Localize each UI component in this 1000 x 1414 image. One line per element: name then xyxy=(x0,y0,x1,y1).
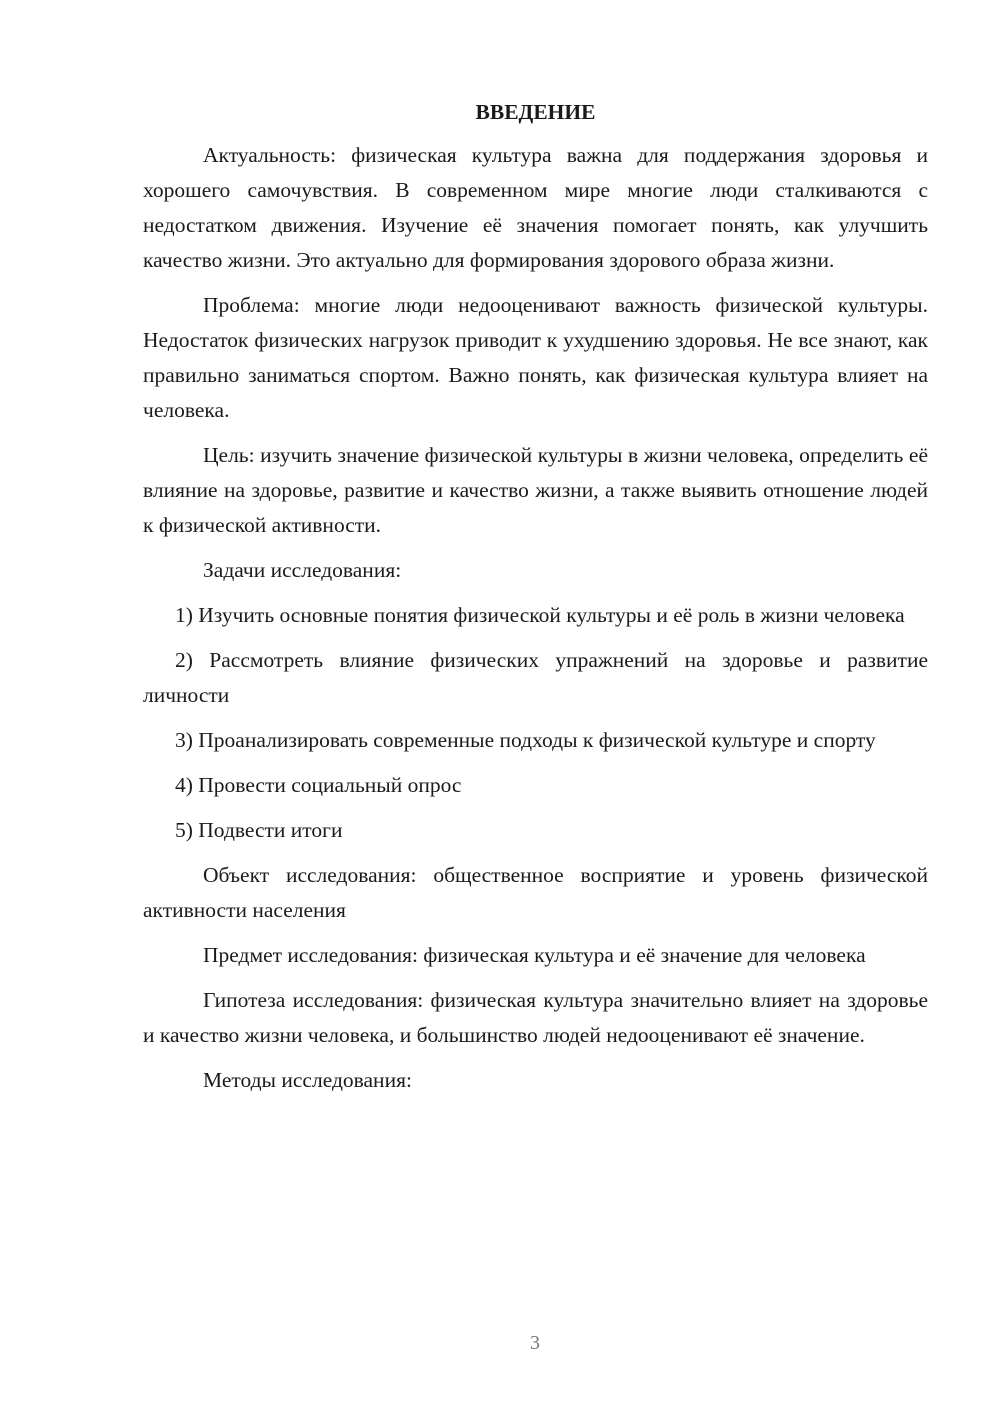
task-item: 2) Рассмотреть влияние физических упражнений на здоровье и развитие личности xyxy=(143,648,928,707)
section-heading: ВВЕДЕНИЕ xyxy=(475,100,596,124)
tasks-list xyxy=(143,598,928,848)
subject-paragraph: Предмет исследования: физическая культура и её значение для человека xyxy=(203,943,866,967)
problem-paragraph: Проблема: многие люди недооценивают важность физической культуры. Недостаток физических нагрузок приводит к ухудшению здоровья. Не все знают, как правильно заниматься спортом. Важно понять, как физическая культура влияет на человека. xyxy=(143,293,928,422)
goal-paragraph: Цель: изучить значение физической культуры в жизни человека, определить её влияние на здоровье, развитие и качество жизни, а также выявить отношение людей к физической активности. xyxy=(143,443,928,537)
methods-heading: Методы исследования: xyxy=(203,1068,412,1092)
hypothesis-paragraph: Гипотеза исследования: физическая культура значительно влияет на здоровье и качество жизни человека, и большинство людей недооценивают её значение. xyxy=(143,988,928,1047)
task-item: 1) Изучить основные понятия физической культуры и её роль в жизни человека xyxy=(175,603,905,627)
tasks-intro: Задачи исследования: xyxy=(203,558,402,582)
page-content xyxy=(143,95,928,1098)
object-paragraph: Объект исследования: общественное восприятие и уровень физической активности населения xyxy=(143,863,928,922)
relevance-paragraph: Актуальность: физическая культура важна для поддержания здоровья и хорошего самочувствия. В современном мире многие люди сталкиваются с недостатком движения. Изучение её значения помогает понять, как улучшить качество жизни. Это актуально для формирования здорового образа жизни. xyxy=(143,143,928,272)
task-item: 3) Проанализировать современные подходы к физической культуре и спорту xyxy=(175,728,876,752)
task-item: 4) Провести социальный опрос xyxy=(175,773,462,797)
page-number: 3 xyxy=(530,1332,540,1354)
task-item: 5) Подвести итоги xyxy=(175,818,343,842)
